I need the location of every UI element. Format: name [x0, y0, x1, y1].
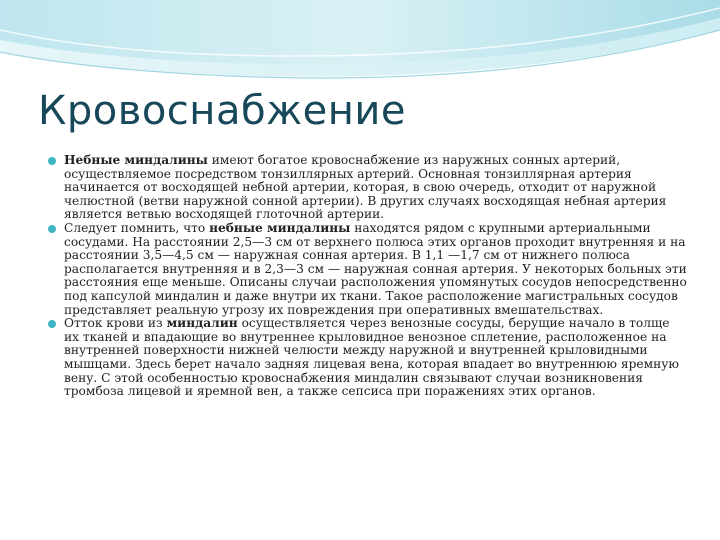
text-run: Отток крови из: [64, 316, 167, 331]
bullet-text: [64, 316, 679, 398]
bullet-dot-icon: [48, 320, 56, 328]
bullet-item: [48, 222, 688, 317]
text-run: Следует помнить, что: [64, 220, 210, 235]
text-run: находятся рядом с крупными артериальными сосудами. На расстоянии 2,5—3 см от верхнего полюса этих органов проходит внутренняя и на расстоянии 3,5—4,5 см — наружная сонная артерия. В 1,1 —1,7 см от нижнего полюса располагается внутренняя и в 2,3—3 см — наружная сонная артерия. У некоторых больных эти расстояния еще меньше. Описаны случаи расположения упомянутых сосудов непосредственно под капсулой миндалин и даже внутри их ткани. Такое расположение магистральных сосудов представляет реальную угрозу их повреждения при оперативных вмешательствах.: [64, 220, 687, 317]
bold-term: Небные миндалины: [64, 153, 208, 167]
bullet-text: [64, 221, 687, 317]
header-wave-decoration: [0, 0, 720, 90]
bullet-list: [48, 154, 688, 399]
bold-term: небные миндалины: [209, 220, 351, 235]
text-run: имеют богатое кровоснабжение из наружных сонных артерий, осуществляемое посредством тонзиллярных артерий. Основная тонзиллярная артерия начинается от восходящей небной артерии, которая, в свою очередь, отходит от наружной челюстной (ветви наружной сонной артерии). В других случаях восходящая небная артерия является ветвью восходящей глоточной артерии.: [64, 153, 667, 222]
bullet-item: [48, 154, 688, 222]
slide-title: Кровоснабжение: [38, 88, 407, 134]
bullet-dot-icon: [48, 157, 56, 165]
bullet-text: [64, 153, 666, 221]
text-run: осуществляется через венозные сосуды, берущие начало в толще их тканей и впадающие во внутреннее крыловидное венозное сплетение, расположенное на внутренней поверхности нижней челюсти между наружной и внутренней крыловидными мышцами. Здесь берет начало задняя лицевая вена, которая впадает во внутреннюю яремную вену. С этой особенностью кровоснабжения миндалин связывают случаи возникновения тромбоза лицевой и яремной вен, а также сепсиса при поражениях этих органов.: [64, 316, 679, 399]
bold-term: миндалин: [166, 316, 238, 331]
bullet-dot-icon: [48, 225, 56, 233]
bullet-item: [48, 317, 688, 399]
